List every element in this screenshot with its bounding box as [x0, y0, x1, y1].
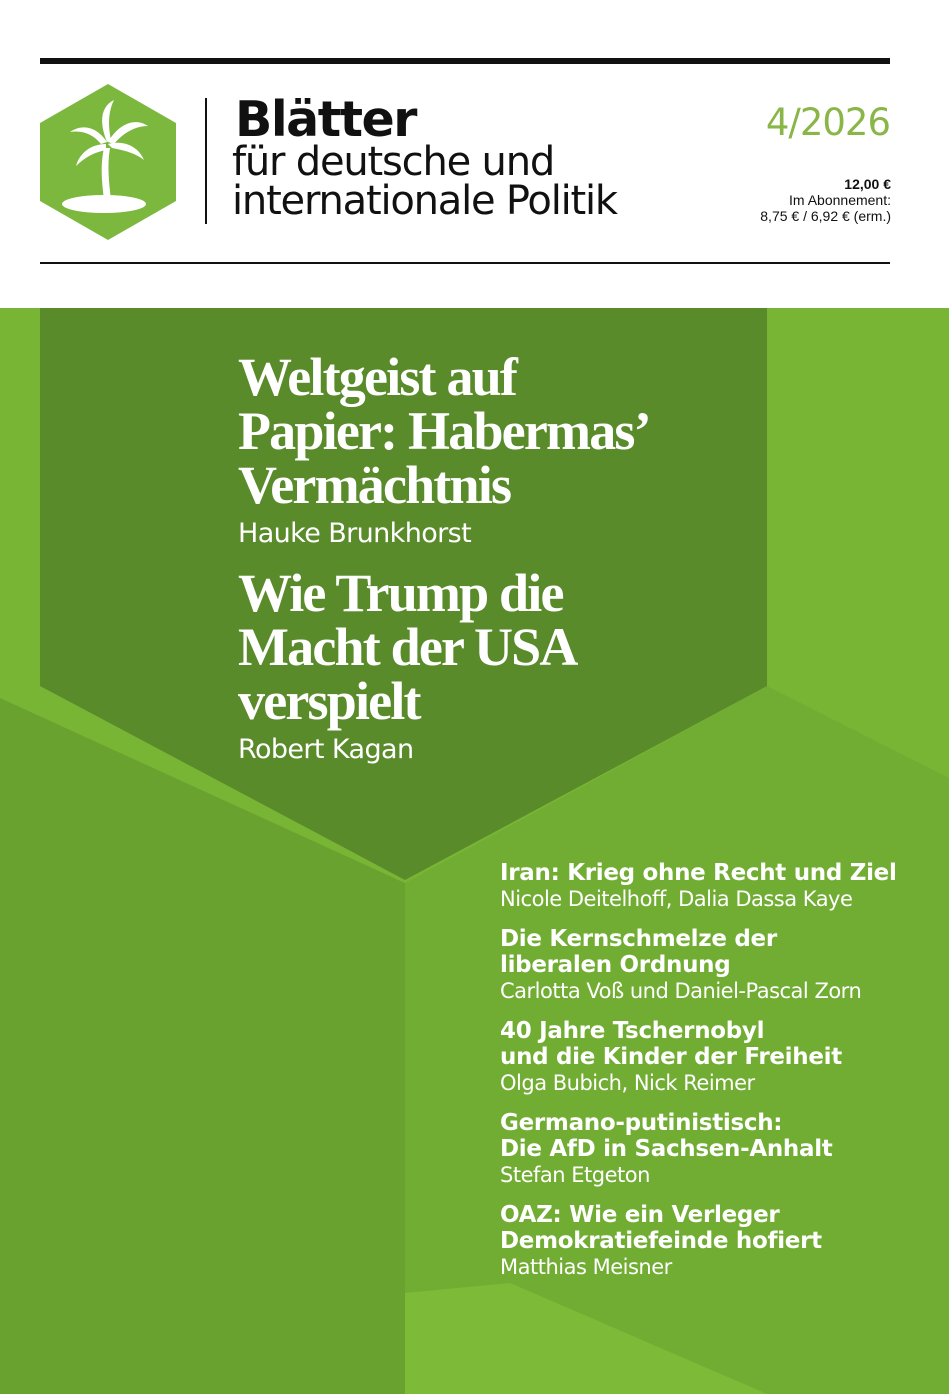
- side-article-title: [500, 926, 920, 978]
- price: 12,00 €: [844, 176, 891, 192]
- side-article-title-line: OAZ: Wie ein Verleger: [500, 1202, 780, 1228]
- side-article-title-line: 40 Jahre Tschernobyl: [500, 1018, 765, 1044]
- masthead-subtitle: [232, 139, 617, 224]
- side-article-title-line: und die Kinder der Freiheit: [500, 1044, 842, 1070]
- side-article-title: [500, 1110, 920, 1162]
- side-article-title: [500, 1202, 920, 1254]
- main-article-1: [238, 347, 650, 549]
- main-article-title-line: Papier: Habermas’: [238, 401, 650, 461]
- main-article-title-line: Macht der USA: [238, 617, 577, 677]
- subscription-price: 8,75 € / 6,92 € (erm.): [760, 208, 891, 224]
- side-article-title-line: Iran: Krieg ohne Recht und Ziel: [500, 860, 897, 886]
- side-article: [500, 1018, 920, 1096]
- masthead-subtitle-line: internationale Politik: [232, 178, 617, 224]
- header-separator: [205, 98, 207, 224]
- subscription-label: Im Abonnement:: [789, 192, 891, 208]
- side-article-title-line: Die AfD in Sachsen-Anhalt: [500, 1136, 833, 1162]
- side-article-title-line: liberalen Ordnung: [500, 952, 731, 978]
- main-article-title: [238, 347, 650, 515]
- masthead-title: Blätter: [235, 91, 416, 148]
- side-article-author: Nicole Deitelhoff, Dalia Dassa Kaye: [500, 887, 853, 911]
- price-block: [760, 176, 891, 224]
- main-article-title-line: Wie Trump die: [238, 563, 563, 623]
- side-article-author: Matthias Meisner: [500, 1255, 672, 1279]
- issue-number: 4/2026: [765, 101, 890, 144]
- side-article: [500, 1202, 920, 1280]
- top-rule: [40, 58, 890, 64]
- masthead-subtitle-line: für deutsche und: [232, 139, 555, 185]
- side-article-title-line: Demokratiefeinde hofiert: [500, 1228, 822, 1254]
- main-article-title-line: Vermächtnis: [238, 455, 511, 515]
- main-article-title-line: Weltgeist auf: [238, 347, 517, 407]
- header-bottom-rule: [40, 262, 890, 264]
- main-article-author: Hauke Brunkhorst: [238, 518, 472, 549]
- palm-island-icon: [38, 82, 178, 242]
- side-article-author: Olga Bubich, Nick Reimer: [500, 1071, 755, 1095]
- side-article-author: Stefan Etgeton: [500, 1163, 650, 1187]
- side-article-author: Carlotta Voß und Daniel-Pascal Zorn: [500, 979, 862, 1003]
- main-article-title-line: verspielt: [238, 671, 420, 731]
- side-article-title: [500, 1018, 920, 1070]
- side-article-list: [500, 860, 920, 1294]
- main-article-2: [238, 563, 577, 765]
- side-article-title: [500, 860, 920, 886]
- side-article-title-line: Die Kernschmelze der: [500, 926, 777, 952]
- main-article-author: Robert Kagan: [238, 734, 414, 765]
- side-article-title-line: Germano-putinistisch:: [500, 1110, 783, 1136]
- side-article: [500, 860, 920, 912]
- side-article: [500, 926, 920, 1004]
- main-article-title: [238, 563, 577, 731]
- side-article: [500, 1110, 920, 1188]
